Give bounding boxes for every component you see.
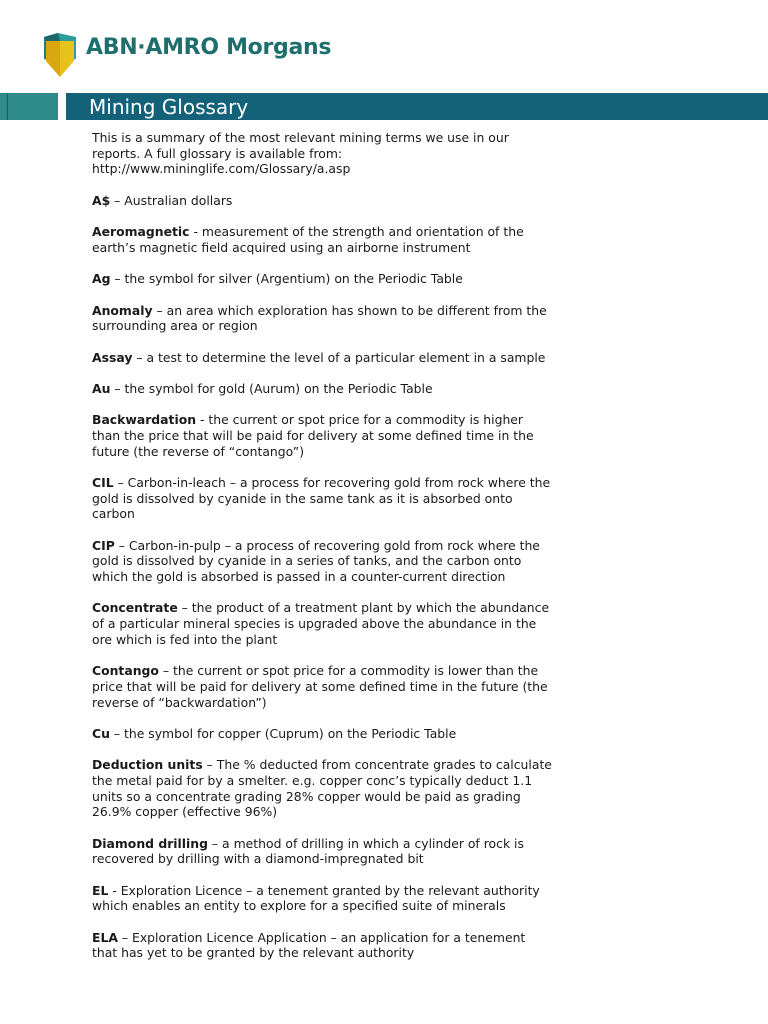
glossary-entry: [92, 271, 552, 287]
term-name: Contango: [92, 663, 159, 679]
term-definition: - Exploration Licence – a tenement granted by the relevant authority which enables an entity to explore for a specified suite of minerals: [92, 882, 540, 914]
title-bar-divider: [7, 93, 8, 120]
term-definition: – the symbol for gold (Aurum) on the Periodic Table: [110, 381, 433, 396]
term-name: Deduction units: [92, 757, 203, 773]
term-name: Cu: [92, 725, 110, 741]
page-title: Mining Glossary: [89, 95, 249, 119]
term-name: Assay: [92, 349, 133, 365]
term-name: Diamond drilling: [92, 835, 208, 851]
term-name: ELA: [92, 929, 118, 945]
term-definition: – a test to determine the level of a particular element in a sample: [132, 349, 546, 365]
brand-name: ABN·AMRO Morgans: [86, 35, 332, 60]
term-name: Au: [92, 381, 111, 396]
glossary-entry: [92, 663, 552, 710]
term-name: EL: [92, 882, 109, 898]
term-name: Concentrate: [92, 600, 178, 616]
term-name: Anomaly: [92, 302, 153, 318]
glossary-entry: [92, 930, 552, 961]
term-definition: – the current or spot price for a commodity is lower than the price that will be paid for delivery at some defined time in the future (the reverse of “backwardation”): [92, 663, 548, 710]
term-definition: – a method of drilling in which a cylinder of rock is recovered by drilling with a diamond-impregnated bit: [92, 835, 524, 867]
term-definition: – the product of a treatment plant by which the abundance of a particular mineral species is upgraded above the abundance in the ore which is fed into the plant: [92, 600, 550, 647]
term-name: Aeromagnetic: [92, 224, 190, 240]
glossary-content: [92, 130, 552, 977]
term-name: CIP: [92, 537, 115, 553]
term-definition: - measurement of the strength and orientation of the earth’s magnetic field acquired using an airborne instrument: [92, 224, 524, 256]
term-definition: – an area which exploration has shown to be different from the surrounding area or region: [92, 302, 547, 334]
glossary-entry: [92, 883, 552, 914]
abn-amro-shield-icon: [44, 33, 76, 77]
title-bar-accent: [0, 93, 58, 120]
term-definition: – The % deducted from concentrate grades to calculate the metal paid for by a smelter. e.g. copper conc’s typically deduct 1.1 units so a concentrate grading 28% copper would be paid as grading 26.9% copper (effective 96%): [92, 757, 552, 820]
glossary-entry: [92, 412, 552, 459]
glossary-entry: [92, 726, 552, 742]
glossary-link[interactable]: http://www.mininglife.com/Glossary/a.asp: [92, 161, 351, 177]
intro-line: reports. A full glossary is available from:: [92, 145, 343, 161]
glossary-entry: [92, 224, 552, 255]
term-name: CIL: [92, 475, 114, 490]
glossary-entry: [92, 600, 552, 647]
term-definition: – the symbol for copper (Cuprum) on the Periodic Table: [109, 725, 457, 741]
term-name: Ag: [92, 271, 111, 287]
intro-line: This is a summary of the most relevant mining terms we use in our: [92, 130, 509, 145]
glossary-entry: [92, 836, 552, 867]
intro-paragraph: [92, 130, 552, 177]
glossary-entry: [92, 303, 552, 334]
glossary-entry: [92, 193, 552, 209]
glossary-entry: [92, 381, 552, 397]
term-name: A$: [92, 193, 111, 209]
brand-logo: [44, 33, 331, 77]
term-definition: – Carbon-in-leach – a process for recovering gold from rock where the gold is dissolved by cyanide in the same tank as it is absorbed onto carbon: [92, 475, 551, 522]
term-definition: – Exploration Licence Application – an application for a tenement that has yet to be granted by the relevant authority: [92, 929, 526, 961]
glossary-entry: [92, 350, 552, 366]
term-definition: – Carbon-in-pulp – a process of recovering gold from rock where the gold is dissolved by cyanide in a series of tanks, and the carbon onto which the gold is absorbed is passed in a counter-current direction: [92, 537, 540, 585]
glossary-entry: [92, 757, 552, 820]
glossary-entry: [92, 538, 552, 585]
term-definition: - the current or spot price for a commodity is higher than the price that will be paid for delivery at some defined time in the future (the reverse of “contango”): [92, 412, 534, 459]
term-definition: – Australian dollars: [110, 193, 233, 209]
term-name: Backwardation: [92, 412, 197, 428]
glossary-entry: [92, 475, 552, 522]
term-definition: – the symbol for silver (Argentium) on the Periodic Table: [110, 271, 463, 287]
